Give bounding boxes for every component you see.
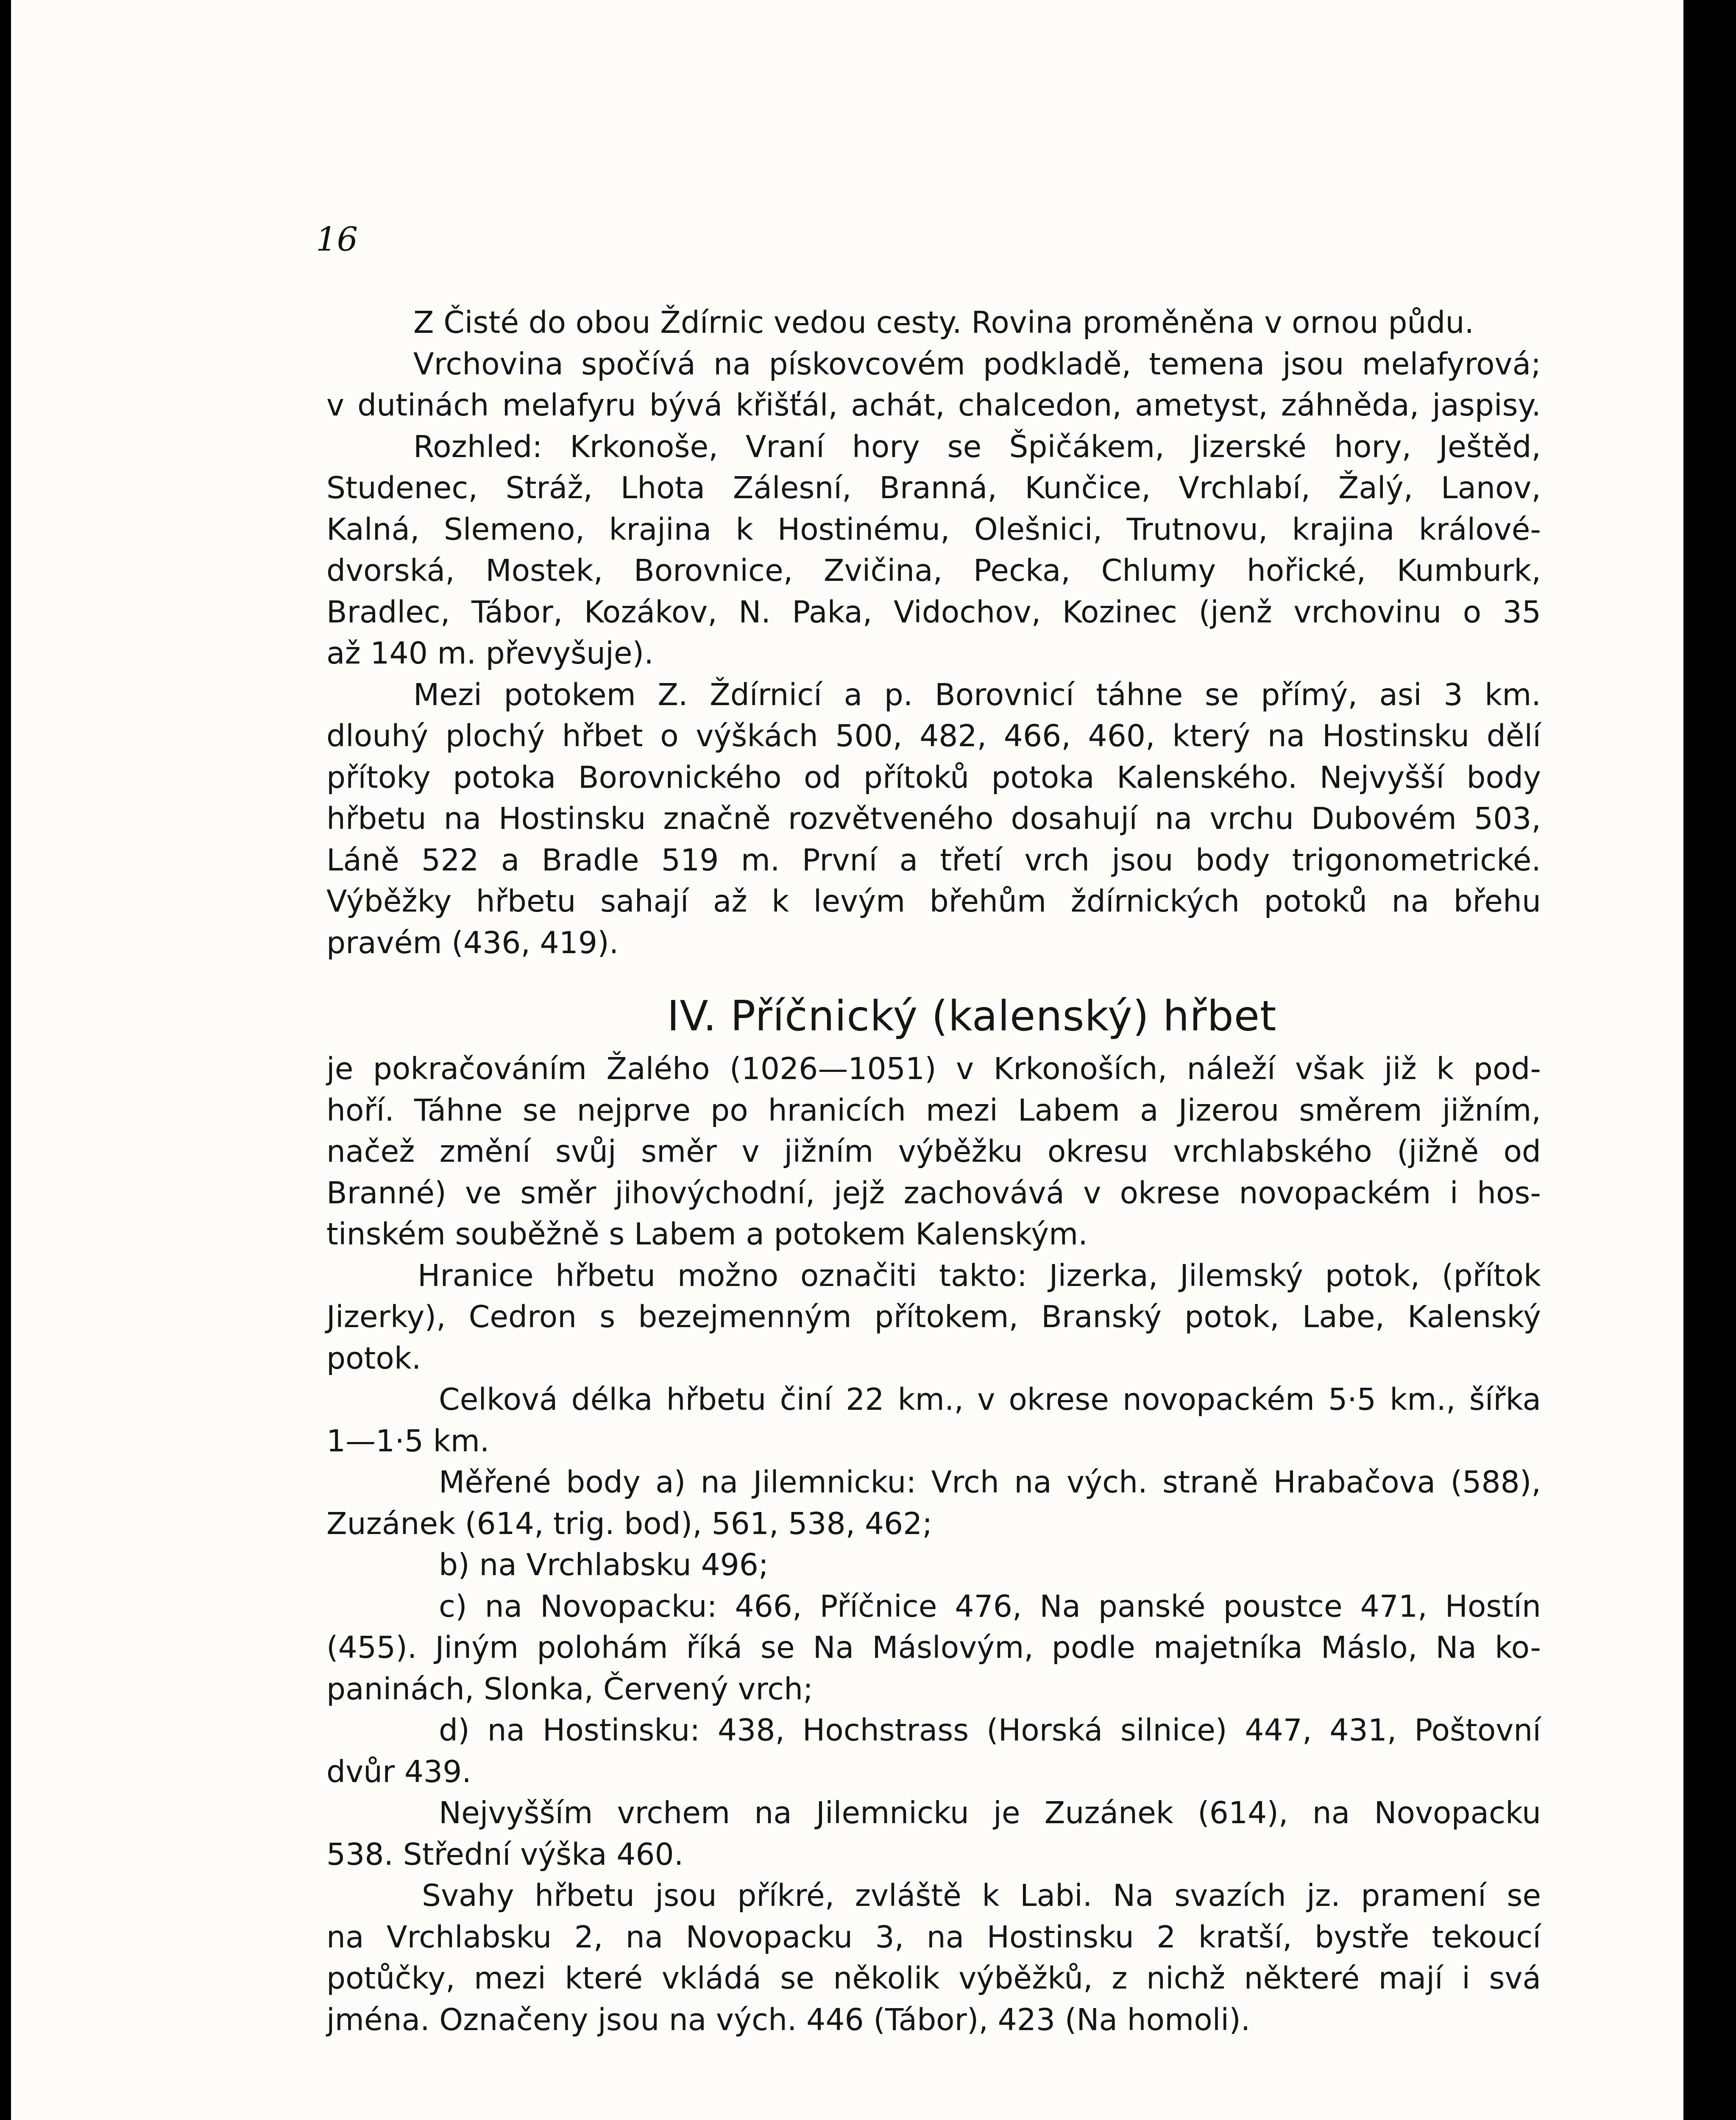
text-line: Hranice hřbetu možno označiti takto: Jizerka, Jilemský potok, (přítok — [418, 1258, 1541, 1293]
text-line: jména. Označeny jsou na vých. 446 (Tábor), 423 (Na homoli). — [326, 2002, 1251, 2037]
paragraph — [326, 1544, 1541, 1586]
text-line: Mezi potokem Z. Ždírnicí a p. Borovnicí táhne se přímý, asi 3 km. — [413, 677, 1541, 712]
text-line: pravém (436, 419). — [326, 925, 619, 960]
text-line: Výběžky hřbetu sahají až k levým břehům ždírnických potoků na břehu — [326, 884, 1541, 919]
spacer — [326, 963, 1541, 985]
paragraph — [326, 1255, 1541, 1379]
text-line: Svahy hřbetu jsou příkré, zvláště k Labi. Na svazích jz. pramení se — [422, 1878, 1541, 1913]
text-line: až 140 m. převyšuje). — [326, 636, 654, 671]
text-line: Jizerky), Cedron s bezejmenným přítokem, Branský potok, Labe, Kalenský — [326, 1299, 1541, 1334]
text-line: potůčky, mezi které vkládá se několik výběžků, z nichž některé mají i svá — [326, 1961, 1541, 1996]
text-line: Z Čisté do obou Ždírnic vedou cesty. Rovina proměněna v ornou půdu. — [413, 305, 1474, 340]
paragraph — [326, 1048, 1541, 1255]
paragraph — [326, 302, 1541, 343]
text-line: dvorská, Mostek, Borovnice, Zvičina, Pecka, Chlumy hořické, Kumburk, — [326, 553, 1541, 588]
text-line: přítoky potoka Borovnického od přítoků potoka Kalenského. Nejvyšší body — [326, 759, 1541, 795]
text-line: tinském souběžně s Labem a potokem Kalenským. — [326, 1216, 1088, 1252]
text-line: Celková délka hřbetu činí 22 km., v okrese novopackém 5·5 km., šířka — [439, 1382, 1541, 1417]
text-line: (455). Jiným polohám říká se Na Máslovým, podle majetníka Máslo, Na ko- — [326, 1630, 1541, 1665]
paragraph — [326, 1379, 1541, 1462]
text-line: Rozhled: Krkonoše, Vraní hory se Špičákem, Jizerské hory, Ještěd, — [413, 429, 1541, 464]
text-line: d) na Hostinsku: 438, Hochstrass (Horská silnice) 447, 431, Poštovní — [439, 1713, 1541, 1748]
paragraph — [326, 343, 1541, 426]
text-line: v dutinách melafyru bývá křišťál, achát, chalcedon, ametyst, záhněda, jaspisy. — [326, 388, 1541, 423]
text-line: Vrchovina spočívá na pískovcovém podkladě, temena jsou melafyrová; — [413, 346, 1541, 382]
text-line: načež změní svůj směr v jižním výběžku okresu vrchlabského (jižně od — [326, 1134, 1541, 1169]
text-line: Kalná, Slemeno, krajina k Hostinému, Olešnici, Trutnovu, krajina králové- — [326, 511, 1541, 547]
scan-border — [1683, 0, 1736, 2120]
text-line: c) na Novopacku: 466, Příčnice 476, Na panské poustce 471, Hostín — [439, 1588, 1541, 1624]
text-line: Branné) ve směr jihovýchodní, jejž zachovává v okrese novopackém i hos- — [326, 1175, 1541, 1211]
text-line: Studenec, Stráž, Lhota Zálesní, Branná, Kunčice, Vrchlabí, Žalý, Lanov, — [326, 470, 1541, 505]
text-line: b) na Vrchlabsku 496; — [439, 1547, 769, 1582]
text-line: dlouhý plochý hřbet o výškách 500, 482, 466, 460, který na Hostinsku dělí — [326, 718, 1541, 753]
text-line: je pokračováním Žalého (1026—1051) v Krkonoších, náleží však již k pod- — [326, 1051, 1541, 1086]
text-line: Bradlec, Tábor, Kozákov, N. Paka, Vidochov, Kozinec (jenž vrchovinu o 35 — [326, 594, 1541, 630]
text-line: hoří. Táhne se nejprve po hranicích mezi Labem a Jizerou směrem jižním, — [326, 1092, 1541, 1128]
text-line: na Vrchlabsku 2, na Novopacku 3, na Hostinsku 2 kratší, bystře tekoucí — [326, 1919, 1541, 1955]
paragraph — [326, 1710, 1541, 1792]
page-body — [326, 302, 1541, 2040]
paragraph — [326, 1792, 1541, 1875]
text-line: 1—1·5 km. — [326, 1423, 490, 1459]
text-line: Nejvyšším vrchem na Jilemnicku je Zuzánek (614), na Novopacku — [439, 1795, 1541, 1830]
paragraph — [326, 1586, 1541, 1710]
paragraph — [326, 426, 1541, 674]
text-line: Měřené body a) na Jilemnicku: Vrch na vých. straně Hrabačova (588), — [439, 1464, 1541, 1500]
text-line: Zuzánek (614, trig. bod), 561, 538, 462; — [326, 1506, 933, 1541]
section-heading: IV. Příčnický (kalenský) hřbet — [667, 992, 1277, 1040]
text-line: paninách, Slonka, Červený vrch; — [326, 1671, 814, 1707]
text-line: hřbetu na Hostinsku značně rozvětveného dosahují na vrchu Dubovém 503, — [326, 801, 1541, 836]
paragraph — [326, 674, 1541, 964]
page-number: 16 — [316, 220, 358, 259]
text-line: Láně 522 a Bradle 519 m. První a třetí vrch jsou body trigonometrické. — [326, 842, 1541, 878]
text-line: 538. Střední výška 460. — [326, 1836, 684, 1872]
paragraph — [326, 1462, 1541, 1544]
text-line: potok. — [326, 1340, 421, 1376]
paragraph — [326, 1875, 1541, 2040]
text-line: dvůr 439. — [326, 1754, 471, 1789]
